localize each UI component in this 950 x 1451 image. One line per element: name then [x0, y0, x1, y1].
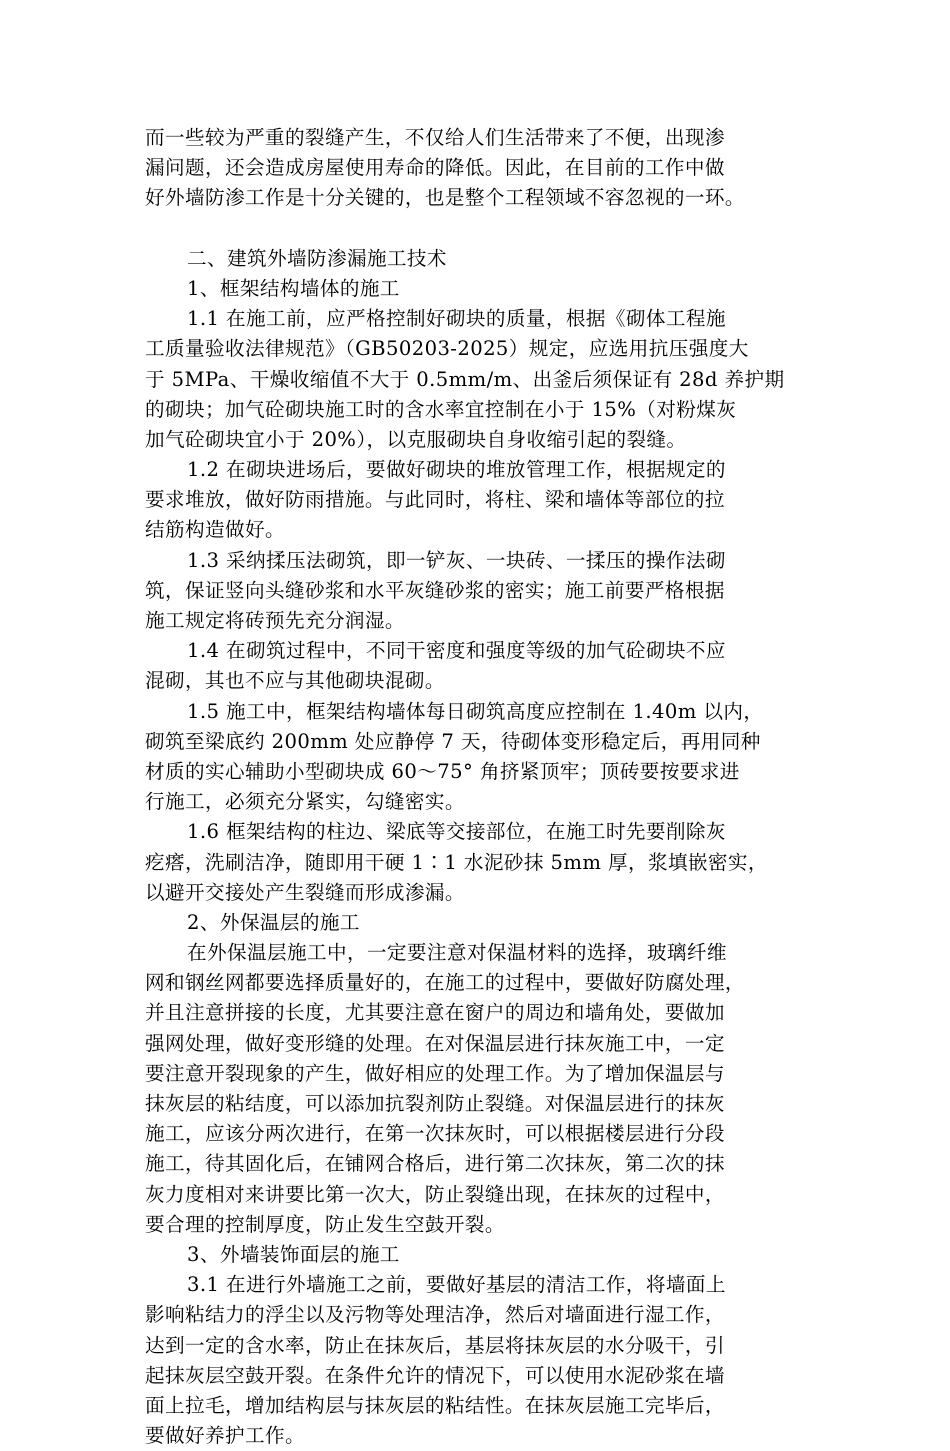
intro-paragraph	[145, 123, 805, 214]
paragraph-gap	[145, 214, 805, 244]
section-heading: 二、建筑外墙防渗漏施工技术	[187, 246, 447, 270]
text-line: 并且注意拼接的长度，尤其要注意在窗户的周边和墙角处，要做加	[145, 1001, 725, 1025]
text-line: 灰力度相对来讲要比第一次大，防止裂缝出现，在抹灰的过程中，	[145, 1182, 725, 1206]
paragraph-1-1	[145, 304, 805, 455]
document-page	[145, 123, 805, 1451]
paragraph-2	[145, 938, 805, 1240]
text-line: 要合理的控制厚度，防止发生空鼓开裂。	[145, 1212, 505, 1236]
text-line: 筑，保证竖向头缝砂浆和水平灰缝砂浆的密实；施工前要严格根据	[145, 578, 725, 602]
paragraph-3-1	[145, 1270, 805, 1451]
subsection-heading-3: 3、外墙装饰面层的施工	[187, 1242, 400, 1266]
text-line: 1.2 在砌块进场后，要做好砌块的堆放管理工作，根据规定的	[187, 458, 726, 482]
text-line: 1.3 采纳揉压法砌筑，即一铲灰、一块砖、一揉压的操作法砌	[187, 548, 726, 572]
text-line: 的砌块；加气砼砌块施工时的含水率宜控制在小于 15%（对粉煤灰	[145, 397, 737, 421]
text-line: 要求堆放，做好防雨措施。与此同时，将柱、梁和墙体等部位的拉	[145, 488, 725, 512]
text-line: 砌筑至梁底约 200mm 处应静停 7 天，待砌体变形稳定后，再用同种	[145, 729, 761, 753]
text-line: 达到一定的含水率，防止在抹灰后，基层将抹灰层的水分吸干，引	[145, 1333, 725, 1357]
text-line: 1.4 在砌筑过程中，不同干密度和强度等级的加气砼砌块不应	[187, 639, 726, 663]
paragraph-1-2	[145, 455, 805, 546]
text-line: 而一些较为严重的裂缝产生，不仅给人们生活带来了不便，出现渗	[145, 126, 725, 149]
subsection-heading-1: 1、框架结构墙体的施工	[187, 276, 400, 300]
text-line: 漏问题，还会造成房屋使用寿命的降低。因此，在目前的工作中做	[145, 156, 725, 180]
paragraph-1-5	[145, 697, 805, 818]
text-line: 加气砼砌块宜小于 20%），以克服砌块自身收缩引起的裂缝。	[145, 427, 687, 451]
text-line: 于 5MPa、干燥收缩值不大于 0.5mm/m、出釜后须保证有 28d 养护期	[145, 367, 785, 391]
paragraph-1-4	[145, 636, 805, 696]
subsection-heading-2: 2、外保温层的施工	[187, 910, 360, 934]
text-line: 影响粘结力的浮尘以及污物等处理洁净，然后对墙面进行湿工作，	[145, 1303, 725, 1327]
text-line: 施工，应该分两次进行，在第一次抹灰时，可以根据楼层进行分段	[145, 1122, 725, 1146]
text-line: 1.6 框架结构的柱边、梁底等交接部位，在施工时先要削除灰	[187, 820, 726, 844]
paragraph-1-6	[145, 817, 805, 908]
paragraph-1-3	[145, 546, 805, 637]
text-line: 在外保温层施工中，一定要注意对保温材料的选择，玻璃纤维	[187, 941, 727, 965]
text-line: 要做好养护工作。	[145, 1424, 305, 1448]
text-line: 工质量验收法律规范》（GB50203-2025）规定，应选用抗压强度大	[145, 337, 749, 361]
text-line: 好外墙防渗工作是十分关键的，也是整个工程领域不容忽视的一环。	[145, 186, 745, 210]
text-line: 要注意开裂现象的产生，做好相应的处理工作。为了增加保温层与	[145, 1061, 725, 1085]
text-line: 抹灰层的粘结度，可以添加抗裂剂防止裂缝。对保温层进行的抹灰	[145, 1092, 725, 1115]
text-line: 疙瘩，洗刷洁净，随即用干硬 1∶1 水泥砂抹 5mm 厚，浆填嵌密实，	[145, 850, 768, 874]
text-line: 行施工，必须充分紧实，勾缝密实。	[145, 790, 465, 814]
text-line: 施工规定将砖预先充分润湿。	[145, 609, 405, 632]
text-line: 结筋构造做好。	[145, 518, 285, 542]
text-line: 施工，待其固化后，在铺网合格后，进行第二次抹灰，第二次的抹	[145, 1152, 725, 1176]
text-line: 3.1 在进行外墙施工之前，要做好基层的清洁工作，将墙面上	[187, 1273, 726, 1297]
text-line: 网和钢丝网都要选择质量好的，在施工的过程中，要做好防腐处理，	[145, 971, 745, 995]
text-line: 强网处理，做好变形缝的处理。在对保温层进行抹灰施工中，一定	[145, 1031, 725, 1055]
text-line: 1.5 施工中，框架结构墙体每日砌筑高度应控制在 1.40m 以内，	[187, 699, 764, 723]
text-line: 以避开交接处产生裂缝而形成渗漏。	[145, 880, 465, 904]
text-line: 1.1 在施工前，应严格控制好砌块的质量，根据《砌体工程施	[187, 307, 726, 331]
text-line: 混砌，其也不应与其他砌块混砌。	[145, 669, 445, 693]
text-line: 材质的实心辅助小型砌块成 60～75° 角挤紧顶牢；顶砖要按要求进	[145, 759, 740, 783]
text-line: 起抹灰层空鼓开裂。在条件允许的情况下，可以使用水泥砂浆在墙	[145, 1363, 725, 1387]
text-line: 面上拉毛，增加结构层与抹灰层的粘结性。在抹灰层施工完毕后，	[145, 1393, 725, 1417]
